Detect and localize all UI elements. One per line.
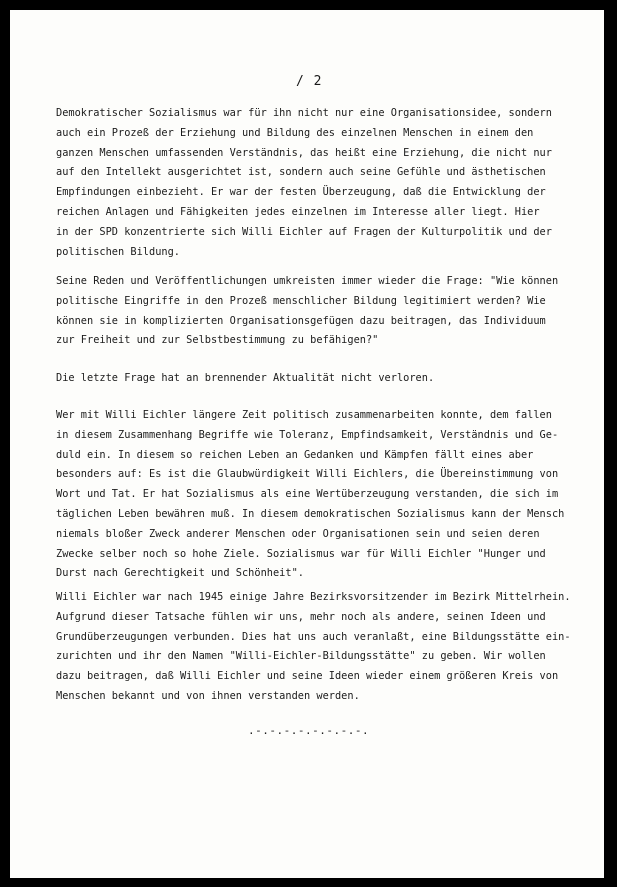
text-line: politischen Bildung. (56, 245, 180, 258)
text-line: zurichten und ihr den Namen "Willi-Eichler-Bildungsstätte" zu geben. Wir wollen (56, 650, 546, 663)
text-line: Aufgrund dieser Tatsache fühlen wir uns, mehr noch als andere, seinen Ideen und (56, 610, 546, 623)
text-line: reichen Anlagen und Fähigkeiten jedes einzelnen im Interesse aller liegt. Hier (56, 205, 540, 218)
text-line: politische Eingriffe in den Prozeß menschlicher Bildung legitimiert werden? Wie (56, 294, 546, 307)
section-separator: .-.-.-.-.-.-.-.-. (248, 724, 370, 737)
text-line: auch ein Prozeß der Erziehung und Bildung des einzelnen Menschen in einem den (56, 126, 534, 139)
text-line: Wer mit Willi Eichler längere Zeit politisch zusammenarbeiten konnte, dem fallen (56, 409, 552, 421)
text-line: Durst nach Gerechtigkeit und Schönheit". (56, 567, 304, 580)
text-line: Willi Eichler war nach 1945 einige Jahre Bezirksvorsitzender im Bezirk Mittelrhein. (56, 591, 571, 603)
text-line: dazu beitragen, daß Willi Eichler und seine Ideen wieder einem größeren Kreis von (56, 670, 559, 683)
text-line: Die letzte Frage hat an brennender Aktualität nicht verloren. (56, 372, 435, 384)
paragraph-working-with-eichler (56, 406, 586, 584)
text-line: Wort und Tat. Er hat Sozialismus als eine Wertüberzeugung verstanden, die sich im (56, 488, 559, 501)
paragraph-speeches-question (56, 272, 586, 351)
page-number: / 2 (296, 74, 323, 89)
text-line: Zwecke selber noch so hohe Ziele. Sozialismus war für Willi Eichler "Hunger und (56, 547, 546, 560)
document-page (10, 10, 604, 878)
text-line: ganzen Menschen umfassenden Verständnis, das heißt eine Erziehung, die nicht nur (56, 146, 552, 159)
text-line: niemals bloßer Zweck anderer Menschen oder Organisationen sein und seien deren (56, 527, 540, 540)
text-line: Empfindungen einbezieht. Er war der festen Überzeugung, daß die Entwicklung der (56, 186, 546, 199)
text-line: in diesem Zusammenhang Begriffe wie Toleranz, Empfindsamkeit, Verständnis und Ge- (56, 428, 559, 441)
paragraph-last-question (56, 369, 586, 389)
text-line: besonders auf: Es ist die Glaubwürdigkeit Willi Eichlers, die Übereinstimmung von (56, 468, 559, 481)
text-line: Demokratischer Sozialismus war für ihn nicht nur eine Organisationsidee, sondern (56, 107, 552, 119)
text-line: in der SPD konzentrierte sich Willi Eichler auf Fragen der Kulturpolitik und der (56, 225, 552, 238)
text-line: Seine Reden und Veröffentlichungen umkreisten immer wieder die Frage: "Wie können (56, 275, 559, 287)
text-line: täglichen Leben bewähren muß. In diesem demokratischen Sozialismus kann der Mensch (56, 507, 565, 520)
text-line: zur Freiheit und zur Selbstbestimmung zu befähigen?" (56, 334, 379, 347)
text-line: Menschen bekannt und von ihnen verstanden werden. (56, 689, 360, 702)
text-line: duld ein. In diesem so reichen Leben an Gedanken und Kämpfen fällt eines aber (56, 448, 534, 461)
paragraph-democratic-socialism (56, 104, 586, 262)
paragraph-bildungsstaette (56, 588, 586, 707)
text-line: Grundüberzeugungen verbunden. Dies hat uns auch veranlaßt, eine Bildungsstätte ein- (56, 630, 571, 643)
text-line: können sie in komplizierten Organisationsgefügen dazu beitragen, das Individuum (56, 314, 546, 327)
text-line: auf den Intellekt ausgerichtet ist, sondern auch seine Gefühle und ästhetischen (56, 166, 546, 179)
